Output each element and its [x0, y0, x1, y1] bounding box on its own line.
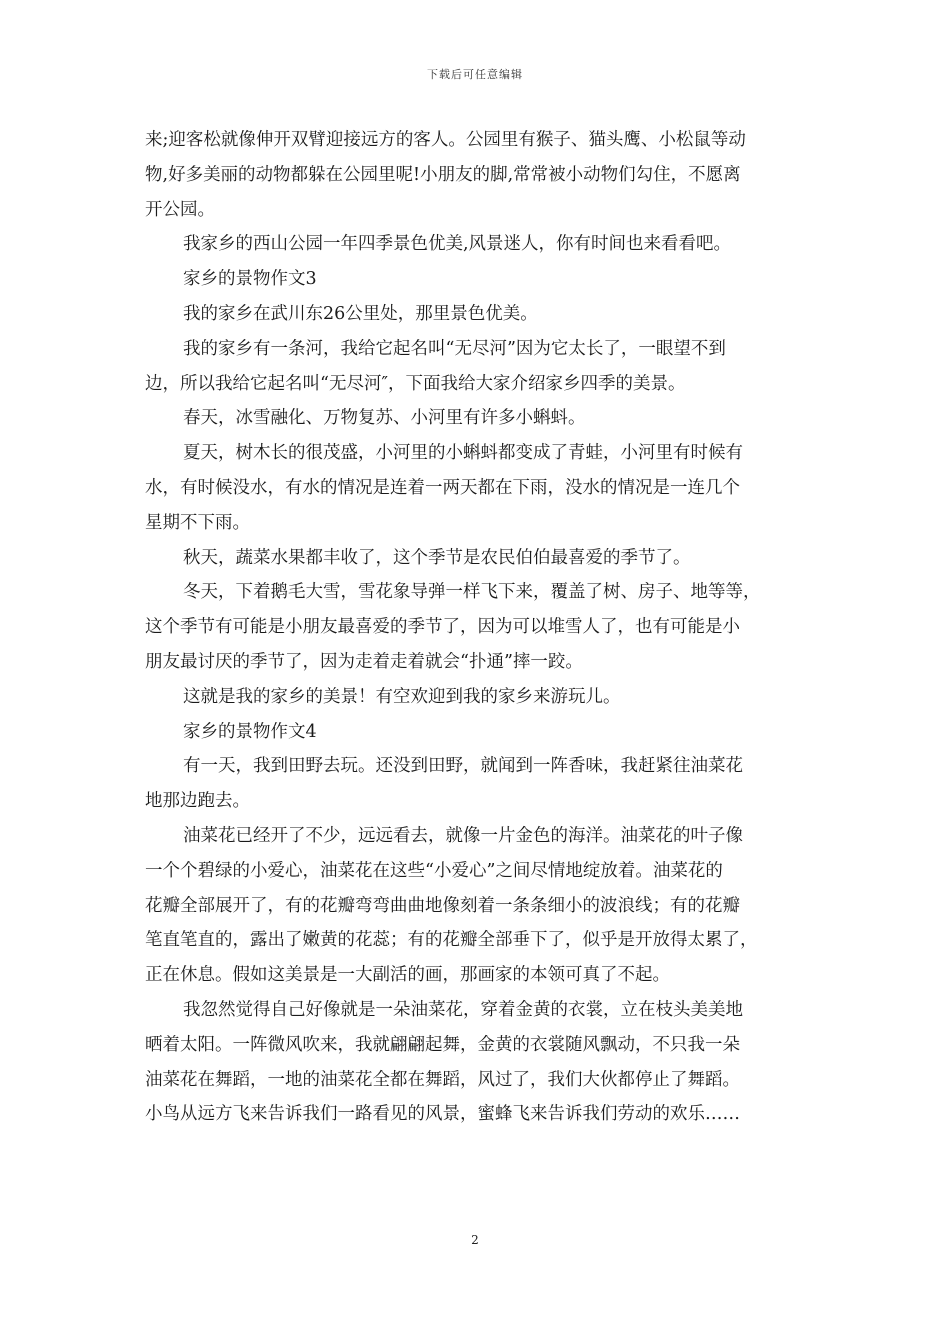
text-line: 晒着太阳。一阵微风吹来，我就翩翩起舞，金黄的衣裳随风飘动，不只我一朵 [145, 1034, 740, 1055]
text-line: 水，有时候没水，有水的情况是连着一两天都在下雨，没水的情况是一连几个 [145, 477, 740, 498]
text-line: 朋友最讨厌的季节了，因为走着走着就会“扑通”摔一跤。 [145, 651, 583, 672]
text-line: 边，所以我给它起名叫“无尽河″，下面我给大家介绍家乡四季的美景。 [145, 373, 686, 394]
text-line: 这个季节有可能是小朋友最喜爱的季节了，因为可以堆雪人了，也有可能是小 [145, 617, 740, 638]
text-line: 我的家乡有一条河，我给它起名叫“无尽河”因为它太长了，一眼望不到 [183, 338, 726, 359]
text-line: 小鸟从远方飞来告诉我们一路看见的风景，蜜蜂飞来告诉我们劳动的欢乐…… [145, 1104, 740, 1125]
text-line: 春天，冰雪融化、万物复苏、小河里有许多小蝌蚪。 [183, 408, 586, 429]
text-line: 来;迎客松就像伸开双臂迎接远方的客人。公园里有猴子、猫头鹰、小松鼠等动 [145, 130, 746, 150]
text-line: 夏天，树木长的很茂盛，小河里的小蝌蚪都变成了青蛙，小河里有时候有 [183, 443, 743, 464]
text-line: 家乡的景物作文3 [183, 269, 317, 290]
text-line: 我忽然觉得自己好像就是一朵油菜花，穿着金黄的衣裳，立在枝头美美地 [183, 999, 743, 1020]
text-line: 地那边跑去。 [145, 791, 250, 812]
text-line: 一个个碧绿的小爱心，油菜花在这些“小爱心”之间尽情地绽放着。油菜花的 [145, 860, 723, 881]
text-line: 我家乡的西山公园一年四季景色优美,风景迷人，你有时间也来看看吧。 [183, 234, 732, 255]
text-line: 有一天，我到田野去玩。还没到田野，就闻到一阵香味，我赶紧往油菜花 [183, 756, 743, 777]
document-body [145, 123, 810, 1132]
text-line: 我的家乡在武川东26公里处，那里景色优美。 [183, 303, 538, 324]
text-line: 花瓣全部展开了，有的花瓣弯弯曲曲地像刻着一条条细小的波浪线；有的花瓣 [145, 895, 740, 916]
text-line: 星期不下雨。 [145, 512, 250, 533]
page-header: 下载后可任意编辑 [427, 68, 523, 81]
text-line: 正在休息。假如这美景是一大副活的画，那画家的本领可真了不起。 [145, 965, 670, 986]
text-line: 笔直笔直的，露出了嫩黄的花蕊；有的花瓣全部垂下了，似乎是开放得太累了， [145, 930, 758, 951]
text-line: 冬天，下着鹅毛大雪，雪花象导弹一样飞下来，覆盖了树、房子、地等等， [183, 582, 761, 603]
page-number: 2 [471, 1233, 479, 1247]
text-line: 这就是我的家乡的美景！有空欢迎到我的家乡来游玩儿。 [183, 686, 621, 707]
text-line: 秋天，蔬菜水果都丰收了，这个季节是农民伯伯最喜爱的季节了。 [183, 547, 691, 568]
text-line: 油菜花在舞蹈，一地的油菜花全都在舞蹈，风过了，我们大伙都停止了舞蹈。 [145, 1069, 740, 1090]
text-line: 物,好多美丽的动物都躲在公园里呢!小朋友的脚,常常被小动物们勾住，不愿离 [145, 164, 741, 185]
text-line: 家乡的景物作文4 [183, 721, 317, 742]
text-line: 开公园。 [145, 199, 215, 220]
text-line: 油菜花已经开了不少，远远看去，就像一片金色的海洋。油菜花的叶子像 [183, 825, 743, 846]
